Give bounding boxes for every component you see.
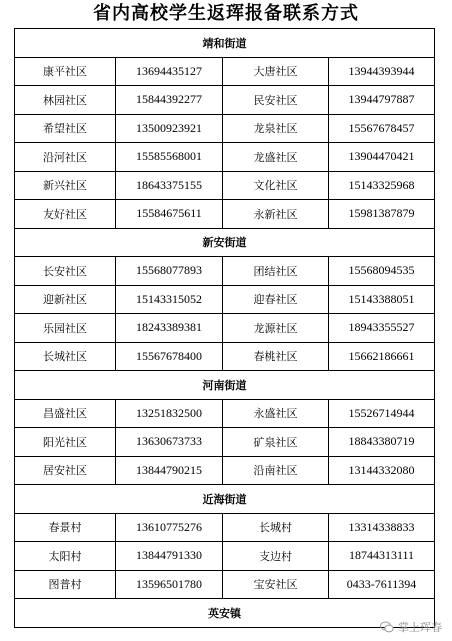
community-name-cell: 沿河社区 xyxy=(15,143,116,172)
community-name-cell: 春桃社区 xyxy=(223,342,329,371)
table-row xyxy=(15,285,435,314)
section-header-row xyxy=(15,599,435,628)
phone-number-cell: 13610775276 xyxy=(116,513,223,542)
watermark-text: 掌上珲春 xyxy=(398,621,442,634)
phone-number-cell: 15568077893 xyxy=(116,257,223,286)
phone-number-cell: 15844392277 xyxy=(116,86,223,115)
community-name-cell: 永盛社区 xyxy=(223,399,329,428)
phone-number-cell: 18243389381 xyxy=(116,314,223,343)
community-name-cell: 林园社区 xyxy=(15,86,116,115)
community-name-cell: 民安社区 xyxy=(223,86,329,115)
community-name-cell: 长城村 xyxy=(223,513,329,542)
community-name-cell: 龙泉社区 xyxy=(223,114,329,143)
contacts-table xyxy=(14,28,435,628)
phone-number-cell: 13596501780 xyxy=(116,570,223,599)
section-title: 英安镇 xyxy=(15,599,435,628)
community-name-cell: 大唐社区 xyxy=(223,57,329,86)
phone-number-cell: 13904470421 xyxy=(329,143,435,172)
phone-number-cell: 13251832500 xyxy=(116,399,223,428)
community-name-cell: 迎春社区 xyxy=(223,285,329,314)
phone-number-cell: 15143315052 xyxy=(116,285,223,314)
community-name-cell: 沿南社区 xyxy=(223,456,329,485)
section-header-row xyxy=(15,29,435,58)
phone-number-cell: 15662186661 xyxy=(329,342,435,371)
community-name-cell: 居安社区 xyxy=(15,456,116,485)
table-row xyxy=(15,86,435,115)
phone-number-cell: 15584675611 xyxy=(116,200,223,229)
community-name-cell: 迎新社区 xyxy=(15,285,116,314)
table-row xyxy=(15,513,435,542)
community-name-cell: 太阳村 xyxy=(15,542,116,571)
community-name-cell: 春景村 xyxy=(15,513,116,542)
table-row xyxy=(15,257,435,286)
community-name-cell: 矿泉社区 xyxy=(223,428,329,457)
community-name-cell: 团结社区 xyxy=(223,257,329,286)
phone-number-cell: 15981387879 xyxy=(329,200,435,229)
table-row xyxy=(15,171,435,200)
community-name-cell: 乐园社区 xyxy=(15,314,116,343)
community-name-cell: 长城社区 xyxy=(15,342,116,371)
document-title: 省内高校学生返珲报备联系方式 xyxy=(93,3,359,24)
phone-number-cell: 13944797887 xyxy=(329,86,435,115)
community-name-cell: 永新社区 xyxy=(223,200,329,229)
phone-number-cell: 15526714944 xyxy=(329,399,435,428)
section-header-row xyxy=(15,228,435,257)
table-row xyxy=(15,570,435,599)
table-row xyxy=(15,314,435,343)
phone-number-cell: 18643375155 xyxy=(116,171,223,200)
section-title: 靖和街道 xyxy=(15,29,435,58)
phone-number-cell: 15143388051 xyxy=(329,285,435,314)
table-row xyxy=(15,428,435,457)
community-name-cell: 龙源社区 xyxy=(223,314,329,343)
phone-number-cell: 18744313111 xyxy=(329,542,435,571)
table-row xyxy=(15,342,435,371)
section-title: 近海街道 xyxy=(15,485,435,514)
table-row xyxy=(15,143,435,172)
community-name-cell: 友好社区 xyxy=(15,200,116,229)
phone-number-cell: 15567678400 xyxy=(116,342,223,371)
phone-number-cell: 18843380719 xyxy=(329,428,435,457)
community-name-cell: 支边村 xyxy=(223,542,329,571)
community-name-cell: 文化社区 xyxy=(223,171,329,200)
section-title: 新安街道 xyxy=(15,228,435,257)
community-name-cell: 宝安社区 xyxy=(223,570,329,599)
community-name-cell: 康平社区 xyxy=(15,57,116,86)
section-title: 河南街道 xyxy=(15,371,435,400)
phone-number-cell: 15143325968 xyxy=(329,171,435,200)
phone-number-cell: 13844790215 xyxy=(116,456,223,485)
section-header-row xyxy=(15,371,435,400)
community-name-cell: 龙盛社区 xyxy=(223,143,329,172)
phone-number-cell: 13944393944 xyxy=(329,57,435,86)
section-header-row xyxy=(15,485,435,514)
community-name-cell: 希望社区 xyxy=(15,114,116,143)
table-row xyxy=(15,57,435,86)
wechat-icon xyxy=(380,621,394,633)
phone-number-cell: 15567678457 xyxy=(329,114,435,143)
table-row xyxy=(15,200,435,229)
phone-number-cell: 13500923921 xyxy=(116,114,223,143)
phone-number-cell: 13144332080 xyxy=(329,456,435,485)
community-name-cell: 长安社区 xyxy=(15,257,116,286)
community-name-cell: 新兴社区 xyxy=(15,171,116,200)
table-row xyxy=(15,114,435,143)
phone-number-cell: 18943355527 xyxy=(329,314,435,343)
phone-number-cell: 13630673733 xyxy=(116,428,223,457)
table-row xyxy=(15,399,435,428)
phone-number-cell: 15568094535 xyxy=(329,257,435,286)
community-name-cell: 图普村 xyxy=(15,570,116,599)
community-name-cell: 昌盛社区 xyxy=(15,399,116,428)
table-row xyxy=(15,456,435,485)
phone-number-cell: 15585568001 xyxy=(116,143,223,172)
phone-number-cell: 13314338833 xyxy=(329,513,435,542)
table-row xyxy=(15,542,435,571)
phone-number-cell: 13694435127 xyxy=(116,57,223,86)
watermark xyxy=(380,619,442,635)
community-name-cell: 阳光社区 xyxy=(15,428,116,457)
phone-number-cell: 0433-7611394 xyxy=(329,570,435,599)
phone-number-cell: 13844791330 xyxy=(116,542,223,571)
